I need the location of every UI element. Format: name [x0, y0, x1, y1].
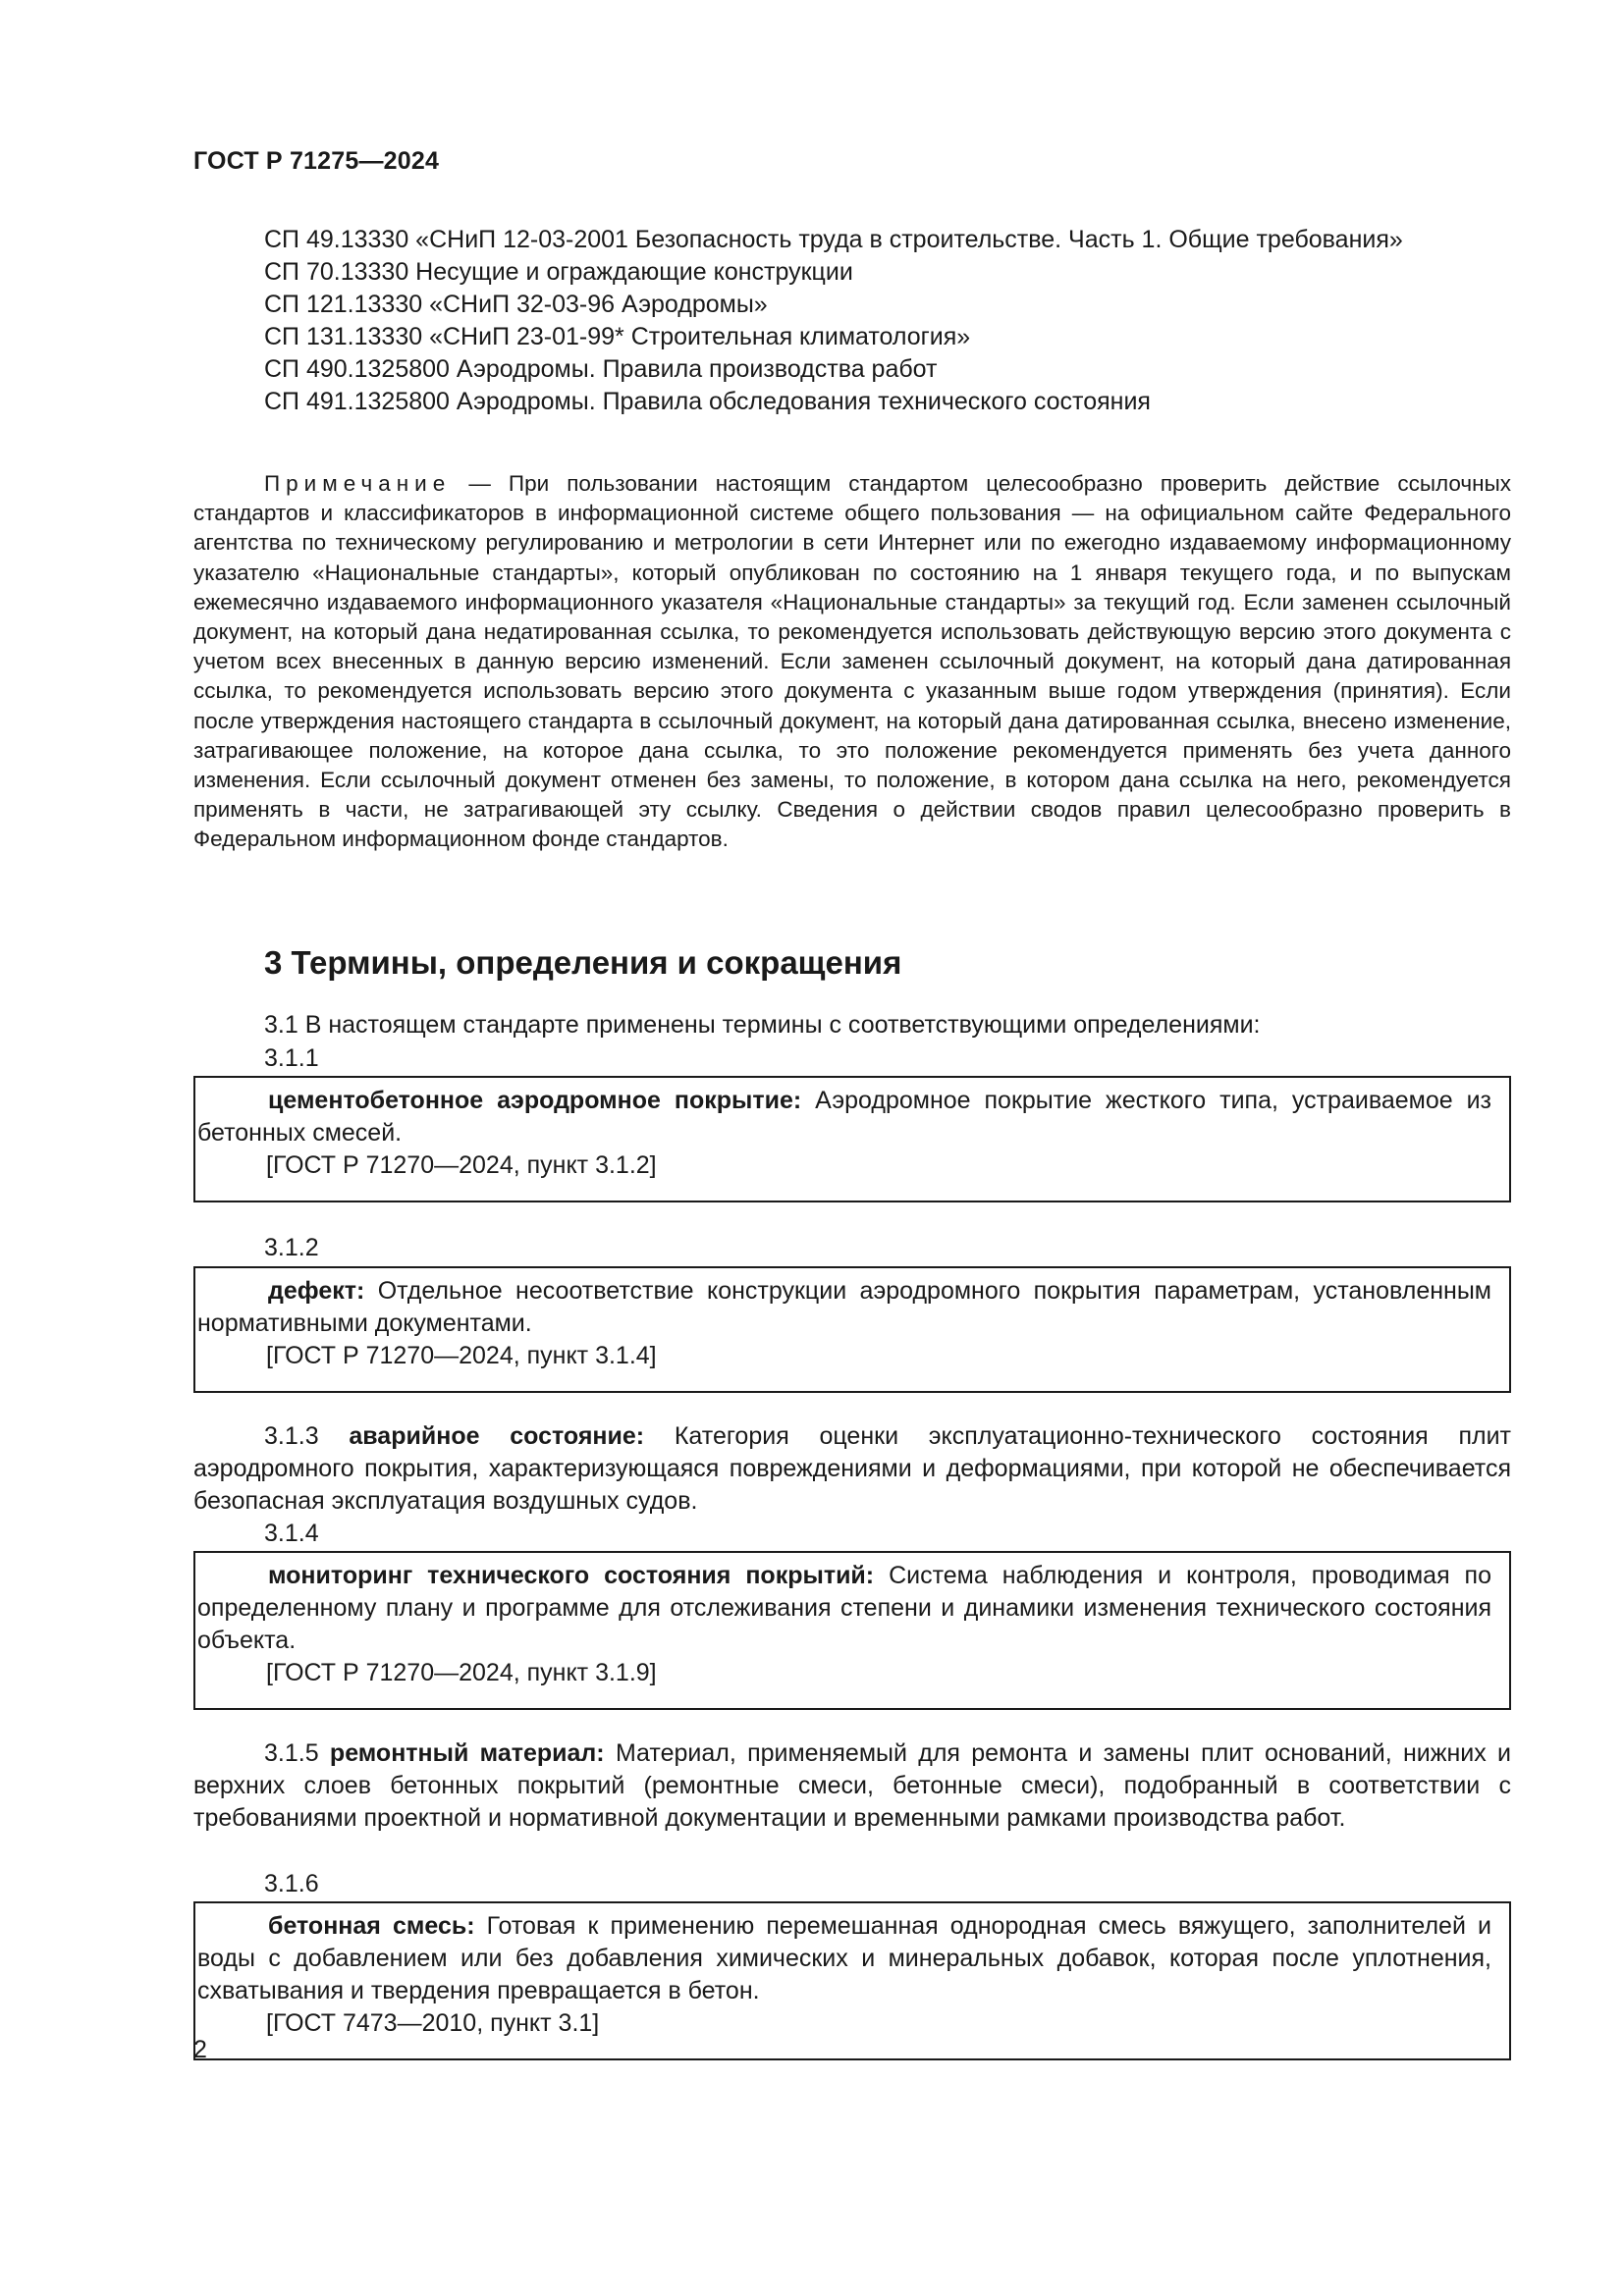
- term-name: дефект:: [268, 1277, 365, 1305]
- term-source: [ГОСТ Р 71270—2024, пункт 3.1.9]: [266, 1659, 657, 1686]
- term-definition-box: [193, 1076, 1511, 1202]
- term-definition-box: [193, 1266, 1511, 1393]
- reference-item: СП 131.13330 «СНиП 23-01-99* Строительная климатология»: [264, 323, 971, 350]
- term-definition-box: [193, 1901, 1511, 2060]
- term-paragraph: [197, 1560, 1491, 1657]
- term-number: 3.1.6: [264, 1870, 319, 1897]
- term-definition: Отдельное несоответствие конструкции аэродромного покрытия параметрам, установленным нормативными документами.: [197, 1277, 1491, 1337]
- reference-item: СП 490.1325800 Аэродромы. Правила производства работ: [264, 355, 938, 383]
- term-paragraph: [197, 1910, 1491, 2007]
- reference-item: СП 49.13330 «СНиП 12-03-2001 Безопасность труда в строительстве. Часть 1. Общие требования»: [264, 226, 1403, 253]
- term-name: бетонная смесь:: [268, 1912, 475, 1940]
- section-intro: 3.1 В настоящем стандарте применены термины с соответствующими определениями:: [264, 1011, 1261, 1039]
- term-definition: Материал, применяемый для ремонта и замены плит оснований, нижних и верхних слоев бетонных покрытий (ремонтные смеси, бетонные смеси), подобранный в соответствии с требованиями проектной и нормативной документации и временными рамками производства работ.: [193, 1739, 1512, 1832]
- term-number: 3.1.4: [264, 1520, 319, 1547]
- term-paragraph: [193, 1737, 1511, 1835]
- term-number: 3.1.5: [264, 1739, 319, 1767]
- term-definition: Система наблюдения и контроля, проводимая по определенному плану и программе для отслеживания степени и динамики изменения технического состояния объекта.: [197, 1562, 1491, 1654]
- term-paragraph: [197, 1085, 1491, 1149]
- term-paragraph: [197, 1275, 1491, 1340]
- section-title: 3 Термины, определения и сокращения: [264, 944, 902, 981]
- term-paragraph: [193, 1420, 1511, 1518]
- term-name: ремонтный материал:: [329, 1739, 605, 1767]
- page-number: 2: [193, 2036, 207, 2063]
- note-text: — При пользовании настоящим стандартом целесообразно проверить действие ссылочных стандартов и классификаторов в информационной системе общего пользования — на официальном сайте Федерального агентства по техническому регулированию и метрологии в сети Интернет или по ежегодно издаваемому информационному указателю «Национальные стандарты», который опубликован по состоянию на 1 января текущего года, и по выпускам ежемесячно издаваемого информационного указателя «Национальные стандарты» за текущий год. Если заменен ссылочный документ, на который дана недатированная ссылка, то рекомендуется использовать действующую версию этого документа с учетом всех внесенных в данную версию изменений. Если заменен ссылочный документ, на который дана датированная ссылка, то рекомендуется использовать версию этого документа с указанным выше годом утверждения (принятия). Если после утверждения настоящего стандарта в ссылочный документ, на который дана датированная ссылка, внесено изменение, затрагивающее положение, на которое дана ссылка, то это положение рекомендуется применять без учета данного изменения. Если ссылочный документ отменен без замены, то положение, в котором дана ссылка на него, рекомендуется применять в части, не затрагивающей эту ссылку. Сведения о действии сводов правил целесообразно проверить в Федеральном информационном фонде стандартов.: [193, 471, 1511, 852]
- term-name: цементобетонное аэродромное покрытие:: [268, 1087, 802, 1114]
- term-number: 3.1.1: [264, 1044, 319, 1072]
- term-source: [ГОСТ 7473—2010, пункт 3.1]: [266, 2009, 600, 2037]
- term-name: аварийное состояние:: [349, 1422, 645, 1450]
- term-definition-box: [193, 1551, 1511, 1710]
- document-code-header: ГОСТ Р 71275—2024: [193, 147, 440, 175]
- term-definition: Готовая к применению перемешанная однородная смесь вяжущего, заполнителей и воды с добавлением или без добавления химических и минеральных добавок, которая после уплотнения, схватывания и твердения превращается в бетон.: [197, 1912, 1491, 2004]
- term-source: [ГОСТ Р 71270—2024, пункт 3.1.2]: [266, 1151, 657, 1179]
- term-number: 3.1.2: [264, 1234, 319, 1261]
- term-number: 3.1.3: [264, 1422, 319, 1450]
- term-name: мониторинг технического состояния покрытий:: [268, 1562, 875, 1589]
- reference-item: СП 491.1325800 Аэродромы. Правила обследования технического состояния: [264, 388, 1151, 415]
- normative-references-list: [193, 224, 1511, 418]
- reference-item: СП 70.13330 Несущие и ограждающие конструкции: [264, 258, 853, 286]
- term-definition: Категория оценки эксплуатационно-технического состояния плит аэродромного покрытия, характеризующаяся повреждениями и деформациями, при которой не обеспечивается безопасная эксплуатация воздушных судов.: [193, 1422, 1511, 1515]
- term-source: [ГОСТ Р 71270—2024, пункт 3.1.4]: [266, 1342, 657, 1369]
- term-definition: Аэродромное покрытие жесткого типа, устраиваемое из бетонных смесей.: [197, 1087, 1491, 1147]
- note-paragraph: [193, 469, 1511, 855]
- reference-item: СП 121.13330 «СНиП 32-03-96 Аэродромы»: [264, 291, 768, 318]
- note-label: Примечание: [264, 471, 452, 496]
